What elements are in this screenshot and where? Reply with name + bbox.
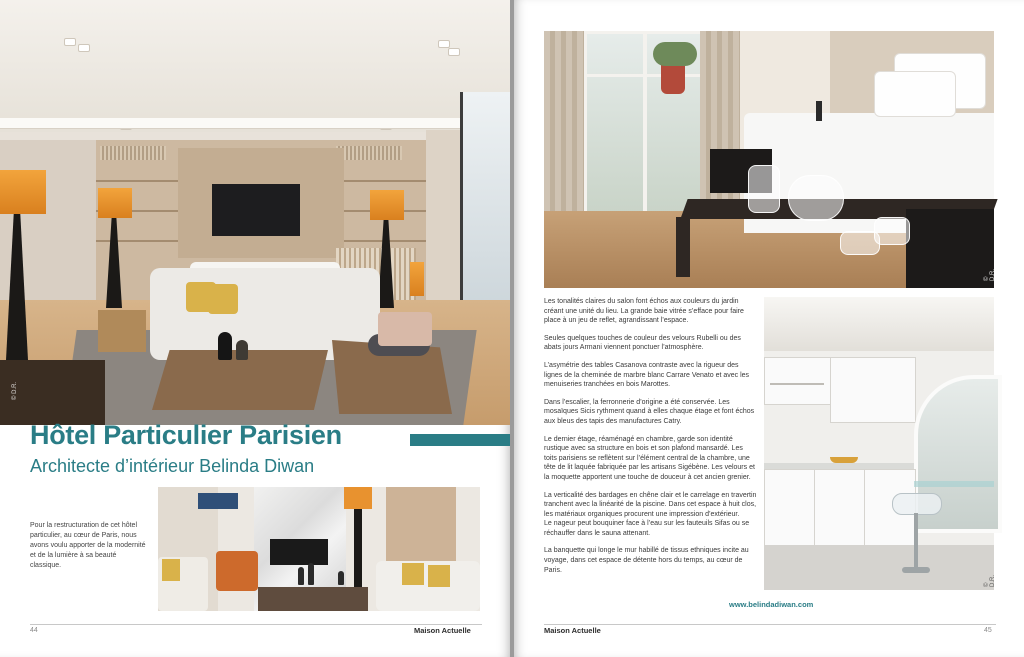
tv [212, 184, 300, 236]
photo-credit-kitchen: © D.R. [984, 575, 996, 587]
page-number-left: 44 [30, 627, 38, 634]
website-link[interactable]: www.belindadiwan.com [729, 600, 814, 609]
kitchen-photo [764, 297, 994, 590]
magazine-name-left: Maison Actuelle [414, 626, 471, 635]
paragraph: La banquette qui longe le mur habillé de tissus ethniques incite au voyage, dans cet espace de détente hors du temps, au cœur de Paris. [544, 547, 749, 574]
photo-credit: © D.R. [12, 381, 18, 400]
left-page [0, 0, 510, 657]
paragraph: Seules quelques touches de couleur des velours Rubelli ou des abats jours Armani viennent ponctuer l’atmosphère. [544, 334, 741, 352]
intro-text: Pour la restructuration de cet hôtel particulier, au cœur de Paris, nous avons voulu apporter de la modernité et de la lumière à sa beauté classique. [30, 522, 146, 569]
photo-credit-bedroom: © D.R. [984, 269, 996, 281]
living-room-photo [0, 0, 510, 425]
title-banner-band [410, 434, 510, 446]
article-title: Hôtel Particulier Parisien [30, 420, 342, 450]
salon-photo [158, 487, 480, 611]
article-subtitle: Architecte d’intérieur Belinda Diwan [30, 456, 315, 476]
page-number-right: 45 [984, 627, 992, 634]
paragraph: L’asymétrie des tables Casanova contraste avec la rigueur des lignes de la cheminée de marbre blanc Carrare Venato et avec les menuiseries tranchées en bois Marottes. [544, 361, 750, 389]
magazine-name-right: Maison Actuelle [544, 626, 601, 635]
paragraph: Dans l’escalier, la ferronnerie d’origine a été conservée. Les mosaïques Sicis rythment quand à elles chaque étage et font échos aux bleus des tapis des manufactures Catry. [544, 398, 755, 425]
paragraph: Les tonalités claires du salon font échos aux couleurs du jardin créant une unité du lieu. La grande baie vitrée s’efface pour faire place à un jeu de reflet, agrandissant l’espace. [544, 298, 744, 325]
paragraph: La verticalité des bardages en chêne clair et le carrelage en travertin tranchent avec la linéarité de la piscine. Dans cet espace à huit clos, les matériaux organiques procurent une impression d’extérieur. Le nageur peut bouquiner face à l’eau sur les fauteuils Sifas ou se réchauffer dans le sauna attenant. [544, 491, 757, 537]
paragraph: Le dernier étage, réaménagé en chambre, garde son identité rustique avec sa structure en bois et son plafond mansardé. Les toits parisiens se reflètent sur l’élément central de la chambre, une tête de lit laquée fabriquée par les artisans Sigébène. Les velours et la moquette apportent une touche de douceur à cet ancien grenier. [544, 435, 755, 481]
right-page [514, 0, 1024, 657]
bedroom-photo [544, 31, 994, 288]
article-body [544, 297, 757, 583]
